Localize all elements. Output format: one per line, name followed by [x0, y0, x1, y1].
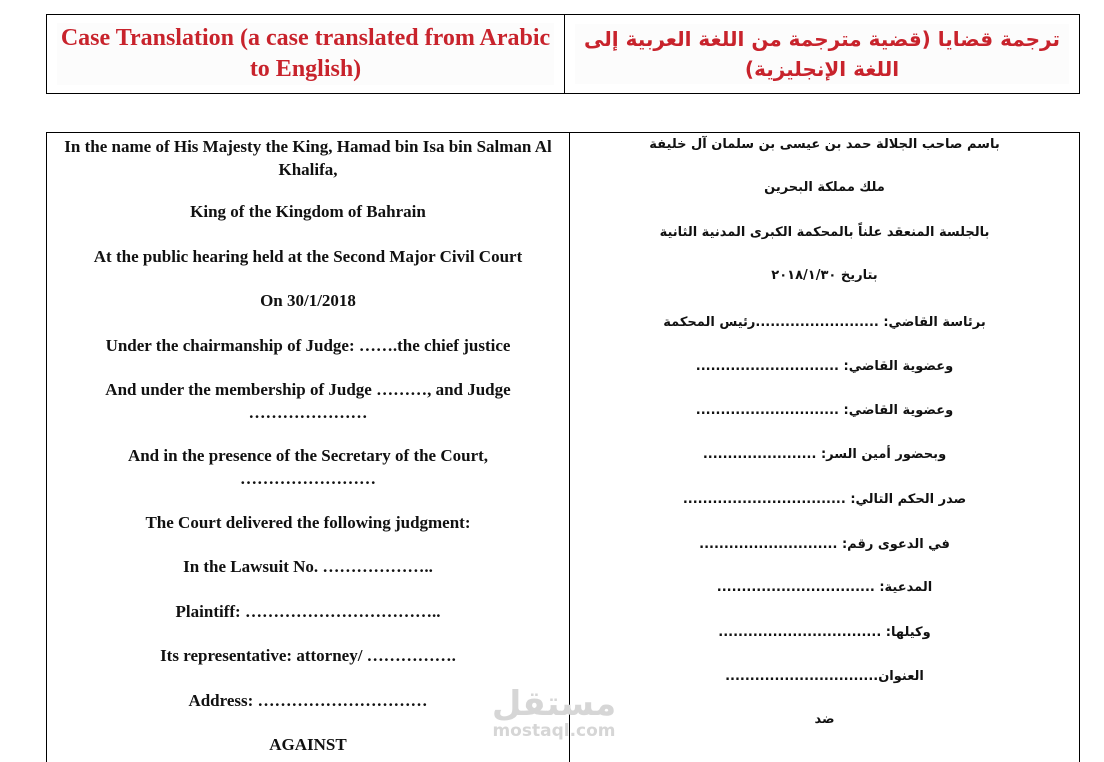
arabic-line: وعضوية القاضي: ............................. [695, 359, 954, 374]
arabic-line: ضد [814, 712, 835, 727]
arabic-line: باسم صاحب الجلالة حمد بن عيسى بن سلمان آل خليفة [649, 137, 1000, 152]
arabic-column [570, 133, 1079, 762]
english-line: Address: ………………………… [188, 691, 428, 710]
arabic-line: وكيلها: ................................. [718, 625, 931, 640]
english-line: Its representative: attorney/ ……………. [160, 646, 456, 665]
english-line: In the Lawsuit No. ……………….. [183, 557, 433, 576]
arabic-line: في الدعوى رقم: ............................ [699, 537, 950, 552]
arabic-title: ترجمة قضايا (قضية مترجمة من اللغة العربية إلى اللغة الإنجليزية) [575, 24, 1069, 84]
english-line: The Court delivered the following judgment: [145, 513, 471, 532]
english-line: Under the chairmanship of Judge: …….the chief justice [105, 336, 511, 355]
english-line: And in the presence of the Secretary of the Court, …………………… [127, 446, 489, 488]
english-column [47, 133, 570, 762]
arabic-line: بالجلسة المنعقد علناً بالمحكمة الكبرى المدنية الثانية [659, 225, 990, 240]
english-line: King of the Kingdom of Bahrain [190, 202, 426, 221]
watermark-latin: mostaql.com [492, 721, 616, 741]
watermark-arabic: مستقل [491, 684, 617, 724]
arabic-line: ملك مملكة البحرين [764, 180, 885, 195]
arabic-line: بتاريخ ٢٠١٨/١/٣٠ [771, 268, 878, 283]
english-line: Plaintiff: …………………………….. [175, 602, 441, 621]
english-line: On 30/1/2018 [260, 291, 356, 310]
english-line: In the name of His Majesty the King, Hamad bin Isa bin Salman Al Khalifa, [64, 137, 552, 179]
arabic-line: برئاسة القاضي: .........................رئيس المحكمة [663, 315, 986, 330]
english-title: Case Translation (a case translated from Arabic to English) [57, 23, 554, 85]
header-table [46, 14, 1080, 94]
header-english-cell [47, 15, 565, 93]
english-line: And under the membership of Judge ………, and Judge ………………… [105, 380, 511, 422]
arabic-line: وعضوية القاضي: ............................. [695, 403, 954, 418]
arabic-line: وبحضور أمين السر: ....................... [702, 447, 947, 462]
arabic-line: صدر الحكم التالي: ................................. [682, 492, 967, 507]
english-line: At the public hearing held at the Second Major Civil Court [93, 247, 523, 266]
judgment-table [46, 132, 1080, 762]
arabic-line: العنوان............................... [725, 669, 924, 684]
english-line: AGAINST [269, 735, 347, 754]
arabic-line: المدعية: ................................ [716, 580, 933, 595]
header-arabic-cell [565, 15, 1079, 93]
